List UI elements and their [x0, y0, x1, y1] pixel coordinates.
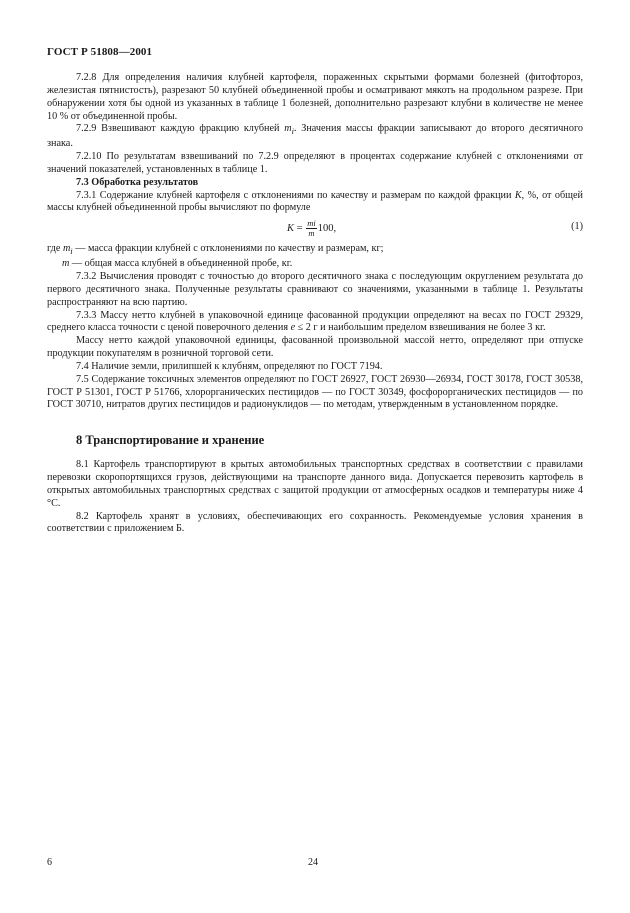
formula-1: [47, 217, 583, 243]
document-body: [47, 72, 583, 536]
paragraph-7-2-8: 7.2.8 Для определения наличия клубней картофеля, пораженных скрытыми формами болезней (фитофтороз, железистая пятнистость), разрезают 50 клубней объединенной пробы и осматривают мякоть на продольном разрезе. При обнаружении хотя бы одной из указанных в таблице 1 болезней, дополнительно разрезают клубни в количестве не менее 10 % от объединенной пробы.: [47, 72, 583, 122]
definition-mi-var: m: [62, 243, 71, 255]
paragraph-7-2-10: 7.2.10 По результатам взвешиваний по 7.2.9 определяют в процентах содержание клубней с отклонениями от значений показателей, установленных в таблице 1.: [47, 151, 583, 175]
paragraph-7-3-3-continuation: Массу нетто каждой упаковочной единицы, фасованной произвольной массой нетто, определяют при отпуске продукции покупателям в розничной торговой сети.: [47, 335, 583, 360]
mass-variable: m: [284, 123, 292, 135]
paragraph-7-3-1-text-b: , %, от общей массы клубней объединенной пробы вычисляют по формуле: [47, 189, 583, 214]
paragraph-8-1: 8.1 Картофель транспортируют в крытых автомобильных транспортных средствах в соответствии с правилами перевозки скоропортящихся грузов, действующими на транспорте данного вида. Допускается перевозить картофель в открытых автомобильных транспортных средствах с защитой продукции от атмосферных осадков и температуры ниже 4 °С.: [47, 459, 583, 509]
paragraph-7-2-9: [47, 123, 583, 151]
formula-lhs: K: [287, 223, 295, 235]
section-8-title: 8 Транспортирование и хранение: [76, 433, 265, 448]
k-variable: K: [514, 189, 522, 201]
formula-expression: [287, 219, 336, 238]
definition-mi-sub: i: [70, 246, 73, 257]
paragraph-7-2-9-text-a: 7.2.9 Взвешивают каждую фракцию клубней: [76, 123, 285, 135]
mass-subscript: i: [291, 126, 294, 137]
paragraph-7-3-1: [47, 190, 583, 216]
paragraph-7-2-9-text-b: . Значения массы фракции записывают до второго десятичного знака.: [47, 123, 583, 150]
document-code-header: ГОСТ Р 51808—2001: [47, 46, 153, 58]
paragraph-7-3-2: 7.3.2 Вычисления проводят с точностью до второго десятичного знака с последующим округлением результата до первого десятичного знака. Полученные результаты сравнивают со значениями, указанными в таблице 1. Результаты распространяют на всю партию.: [47, 271, 583, 308]
definition-m-var: m: [62, 258, 70, 270]
paragraph-7-4: 7.4 Наличие земли, прилипшей к клубням, определяют по ГОСТ 7194.: [76, 360, 383, 372]
formula-rhs: 100,: [317, 223, 337, 235]
paragraph-7-3-1-text-a: 7.3.1 Содержание клубней картофеля с отклонениями по качеству и размерам по каждой фракции: [76, 189, 515, 201]
definition-mi: [47, 243, 583, 258]
definition-mi-text: — масса фракции клубней с отклонениями по качеству и размерам, кг;: [72, 243, 384, 255]
formula-numerator: mi: [307, 218, 316, 229]
paragraph-7-3-3: [47, 310, 583, 336]
definition-mi-prefix: где: [47, 243, 63, 255]
definition-m-text: — общая масса клубней в объединенной пробе, кг.: [69, 258, 293, 270]
formula-number-label: (1): [571, 221, 583, 233]
paragraph-7-5: 7.5 Содержание токсичных элементов определяют по ГОСТ 26927, ГОСТ 26930—26934, ГОСТ 30178, ГОСТ 30538, ГОСТ Р 51301, ГОСТ Р 51766, хлорорганических пестицидов — по ГОСТ 30349, фосфорорганических пестицидов — по ГОСТ 30710, нитратов других пестицидов и радионуклидов — по методам, утвержденным в установленном порядке.: [47, 373, 583, 411]
paragraph-7-3-3-text-b: ≤ 2 г и наибольшим пределом взвешивания не более 3 кг.: [295, 322, 546, 334]
formula-denominator: m: [308, 228, 315, 239]
definition-m: [47, 258, 583, 271]
e-variable: e: [290, 322, 296, 334]
subsection-7-3-title: 7.3 Обработка результатов: [76, 176, 199, 188]
paragraph-7-3-3-text-a: 7.3.3 Массу нетто клубней в упаковочной единице фасованной продукции определяют на весах по ГОСТ 29329, среднего класса точности с ценой поверочного деления: [47, 309, 583, 334]
page-number-left: 6: [47, 857, 52, 868]
formula-equals: =: [294, 223, 306, 235]
paragraph-8-2: 8.2 Картофель хранят в условиях, обеспечивающих его сохранность. Рекомендуемые условия хранения в соответствии с приложением Б.: [47, 510, 583, 535]
formula-fraction: [306, 219, 317, 238]
page-number-center: 24: [308, 857, 318, 868]
